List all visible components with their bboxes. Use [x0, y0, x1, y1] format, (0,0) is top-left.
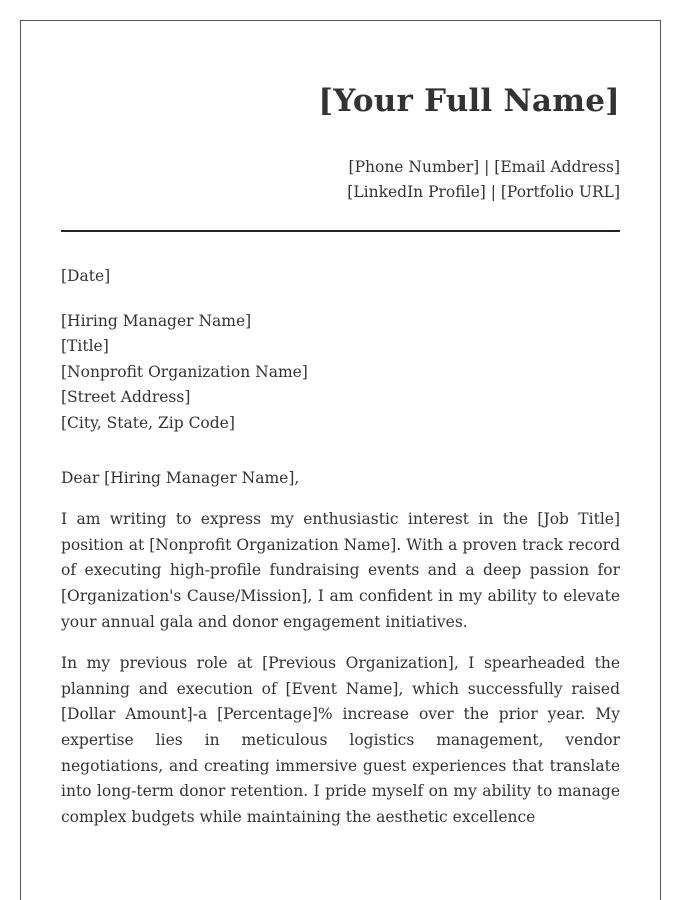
paragraph-experience: In my previous role at [Previous Organization], I spearheaded the planning and execution of [Event Name], which successfully raised [Dollar Amount]-a [Percentage]% increase over the prior year. My expertise lies in meticulous logistics management, vendor negotiations, and creating immersive guest experiences that translate into long-term donor retention. I pride myself on my ability to manage complex budgets while maintaining the aesthetic excellence	[61, 654, 620, 826]
letter-body	[61, 264, 620, 846]
recipient-organization: [Nonprofit Organization Name]	[61, 362, 308, 381]
letter-page	[20, 20, 661, 900]
contact-line-linkedin-portfolio: [LinkedIn Profile] | [Portfolio URL]	[347, 183, 620, 201]
recipient-address-block	[61, 309, 620, 437]
recipient-title: [Title]	[61, 337, 109, 356]
salutation: Dear [Hiring Manager Name],	[61, 468, 300, 487]
recipient-street: [Street Address]	[61, 388, 191, 407]
recipient-city-state-zip: [City, State, Zip Code]	[61, 413, 235, 432]
contact-info	[347, 155, 620, 205]
contact-line-phone-email: [Phone Number] | [Email Address]	[348, 158, 620, 176]
letter-date: [Date]	[61, 267, 111, 285]
recipient-manager-name: [Hiring Manager Name]	[61, 311, 252, 330]
header-divider	[61, 230, 620, 232]
paragraph-introduction: I am writing to express my enthusiastic interest in the [Job Title] position at [Nonprofit Organization Name]. With a proven track record of executing high-profile fundraising events and a deep passion for [Organization's Cause/Mission], I am confident in my ability to elevate your annual gala and donor engagement initiatives.	[61, 510, 620, 631]
applicant-name: [Your Full Name]	[318, 83, 620, 119]
